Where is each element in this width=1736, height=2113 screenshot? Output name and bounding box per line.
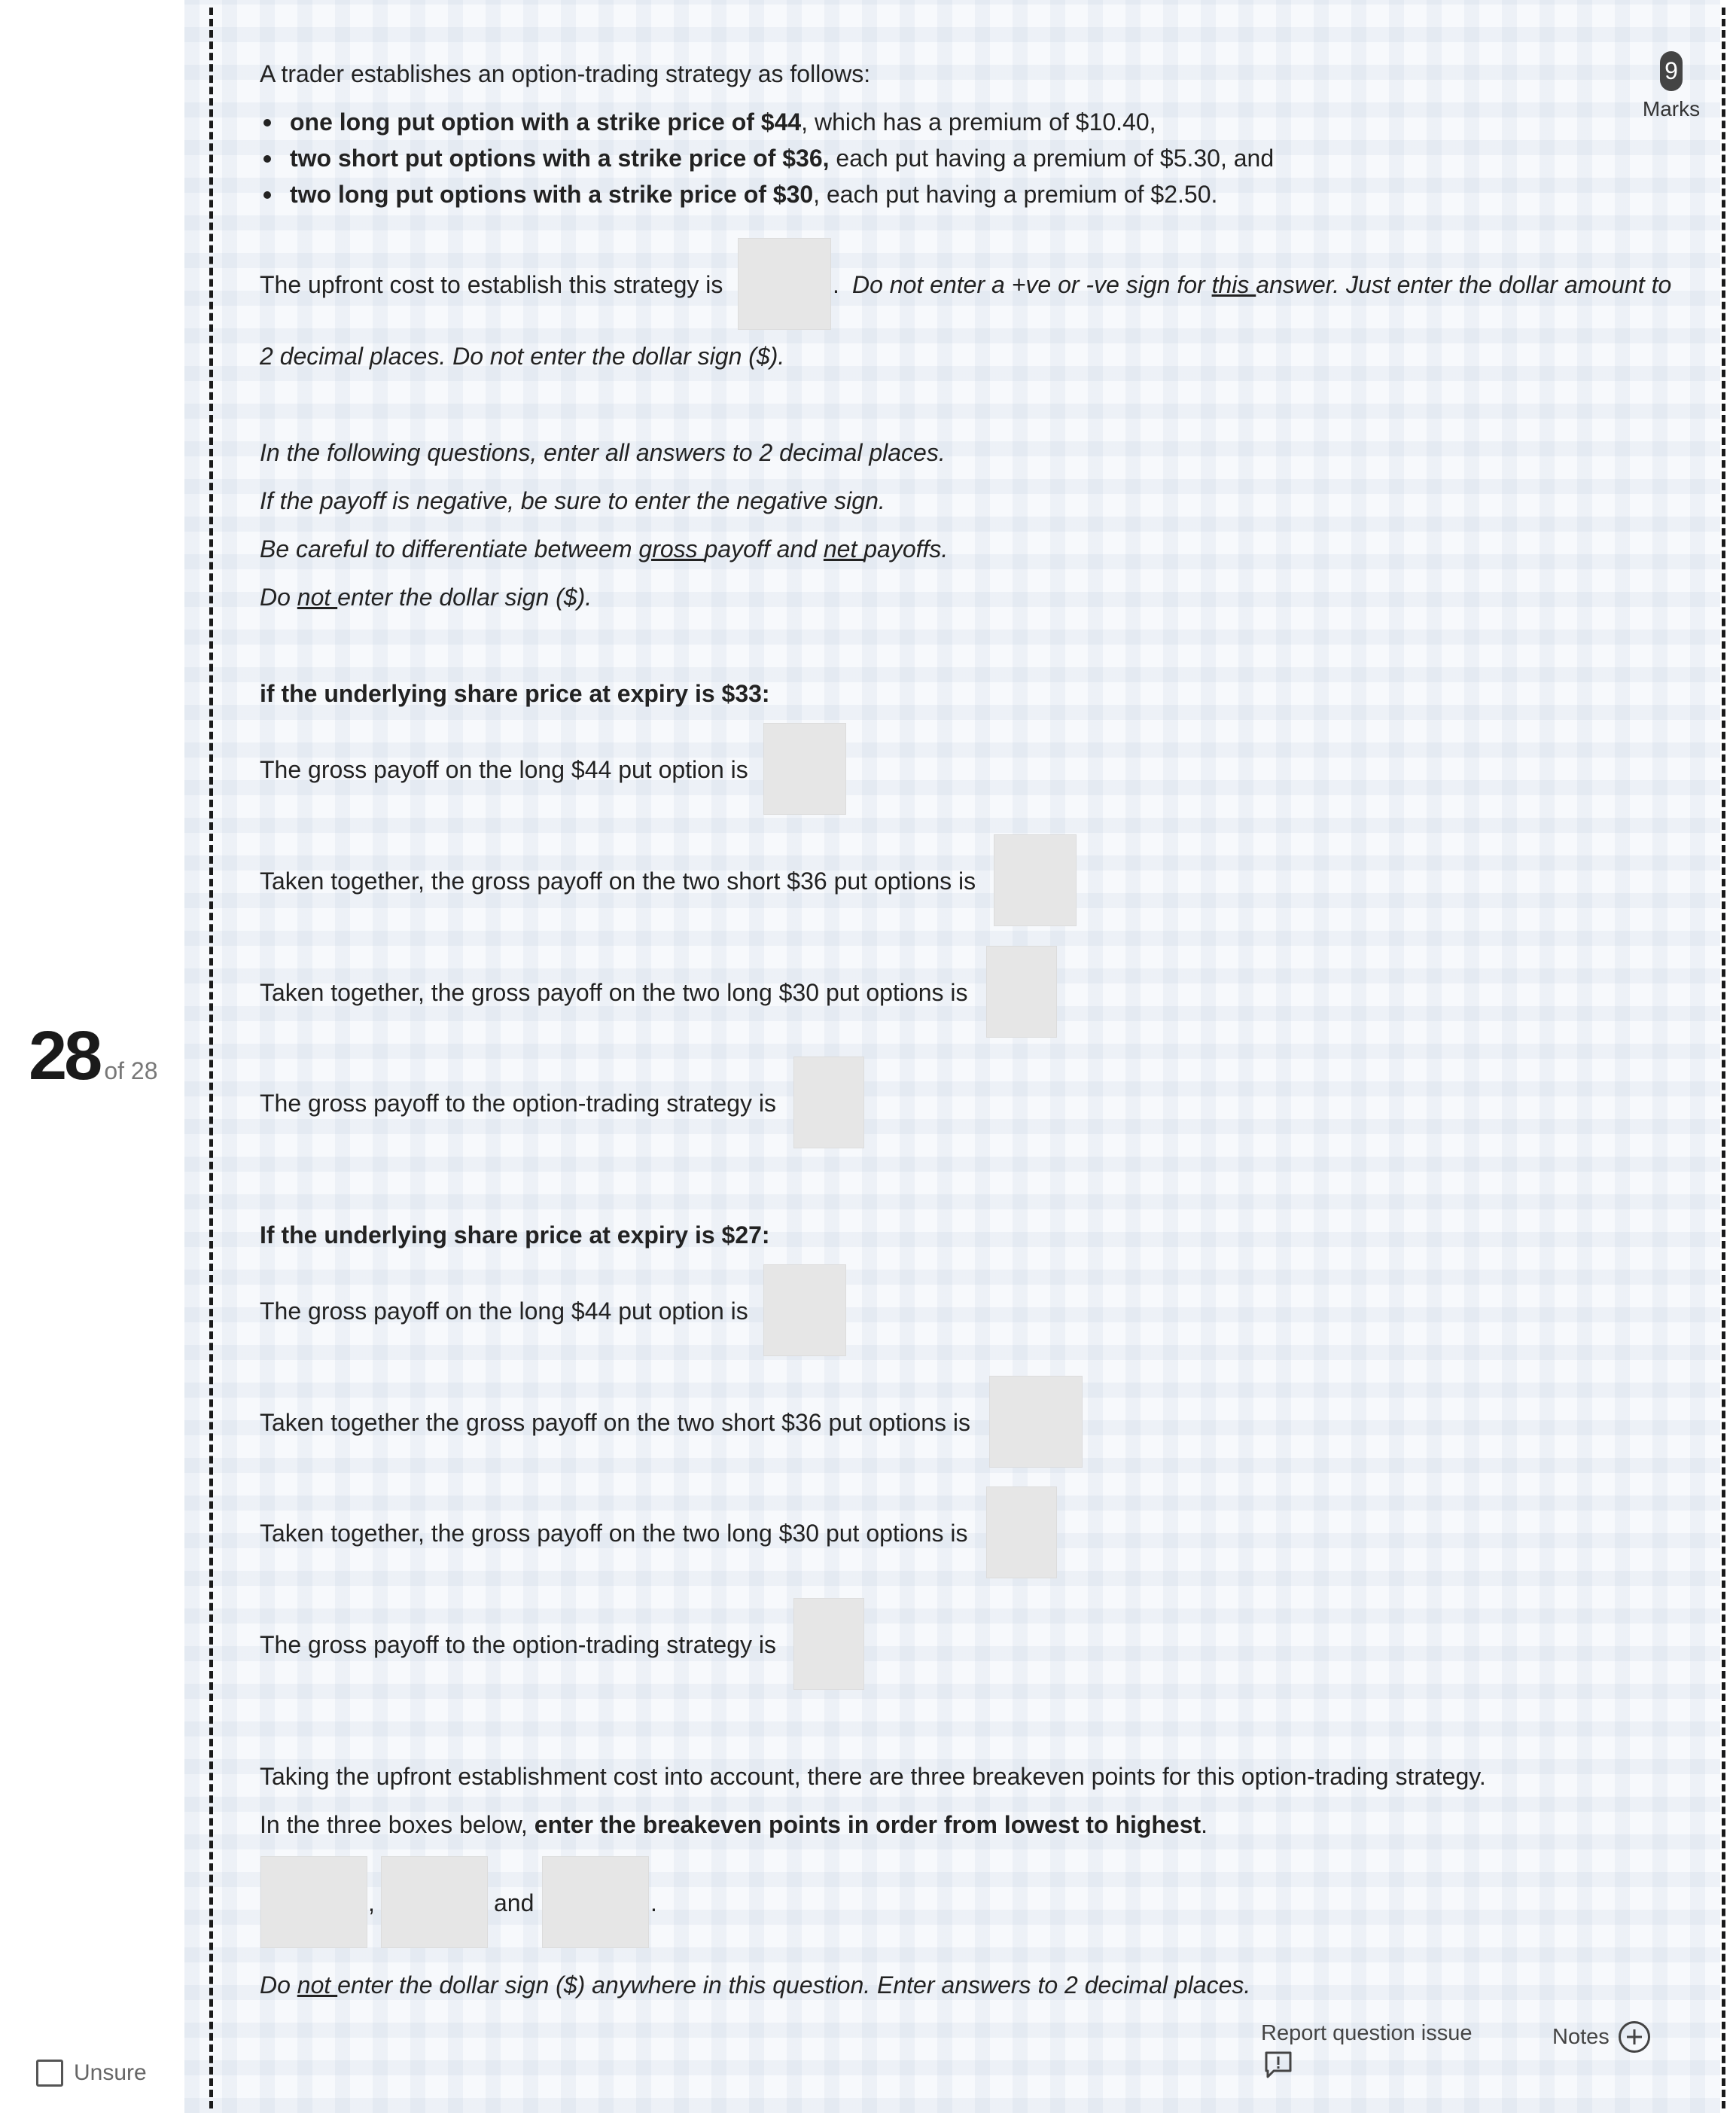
s27-long44-input[interactable] — [763, 1264, 846, 1356]
s33-q1-prompt: The gross payoff on the long $44 put option is — [260, 756, 748, 783]
instruction-line-3-a: Be careful to differentiate betweem — [260, 535, 639, 563]
bullet-1-bold: one long put option with a strike price of $44 — [290, 108, 802, 136]
instruction-line-1: In the following questions, enter all answers to 2 decimal places. — [260, 439, 946, 466]
question-number — [29, 1017, 158, 1096]
upfront-cost-input[interactable] — [738, 238, 831, 330]
s27-strategy-input[interactable] — [793, 1598, 864, 1690]
s27-short36-field[interactable] — [990, 1377, 1082, 1467]
s33-q3-prompt: Taken together, the gross payoff on the two long $30 put options is — [260, 979, 968, 1006]
bullet-dot — [263, 155, 271, 163]
report-issue-icon[interactable] — [1263, 2050, 1293, 2084]
upfront-note-1-underline: this — [1211, 271, 1256, 298]
breakeven-sep-comma: , — [368, 1889, 375, 1916]
instruction-net: net — [823, 535, 864, 563]
breakeven-line-2-a: In the three boxes below, — [260, 1811, 535, 1838]
bullet-dot — [263, 119, 271, 127]
instruction-line-4-b: enter the dollar sign ($). — [337, 584, 592, 611]
s33-q2-prompt: Taken together, the gross payoff on the two short $36 put options is — [260, 867, 976, 895]
unsure-toggle[interactable] — [36, 2060, 147, 2087]
bullet-1 — [290, 108, 1156, 136]
s33-long44-input[interactable] — [763, 723, 846, 815]
bullet-3-bold: two long put options with a strike price of $30 — [290, 181, 814, 208]
section-27-heading: If the underlying share price at expiry is $27: — [260, 1221, 770, 1249]
upfront-note-1-b: answer. Just enter the dollar amount to — [1256, 271, 1672, 298]
s27-q2-prompt: Taken together the gross payoff on the two short $36 put options is — [260, 1409, 971, 1436]
s33-q4-prompt: The gross payoff to the option-trading strategy is — [260, 1090, 777, 1117]
marks-label: Marks — [1642, 97, 1701, 120]
marks-badge: 9 — [1660, 51, 1683, 91]
s33-long30-input[interactable] — [986, 946, 1057, 1038]
s33-long44-field[interactable] — [764, 724, 845, 814]
instruction-gross: gross — [638, 535, 705, 563]
upfront-note-1-a: Do not enter a +ve or -ve sign for — [852, 271, 1212, 298]
breakeven-line-2-bold: enter the breakeven points in order from lowest to highest — [534, 1811, 1201, 1838]
instruction-line-3-c: payoffs. — [863, 535, 949, 563]
instruction-line-4-a: Do — [260, 584, 297, 611]
bullet-2-bold: two short put options with a strike price of $36, — [290, 145, 830, 172]
bullet-1-rest: , which has a premium of $10.40, — [801, 108, 1156, 136]
bullet-3 — [290, 181, 1217, 209]
question-total: of 28 — [104, 1057, 158, 1084]
section-33-heading: if the underlying share price at expiry is $33: — [260, 680, 770, 707]
unsure-label: Unsure — [74, 2060, 147, 2085]
left-dashed-border — [209, 8, 213, 2108]
marks-indicator — [1637, 51, 1705, 121]
breakeven-1-field[interactable] — [261, 1857, 367, 1947]
breakeven-end-period: . — [650, 1889, 657, 1916]
notes-label: Notes — [1552, 2024, 1610, 2049]
instruction-line-2: If the payoff is negative, be sure to enter the negative sign. — [260, 487, 885, 514]
breakeven-1-input[interactable] — [260, 1856, 367, 1948]
upfront-note-1 — [852, 271, 1671, 299]
instruction-line-3-b: payoff and — [704, 535, 824, 563]
bullet-2-rest: each put having a premium of $5.30, and — [829, 145, 1275, 172]
s27-q3-prompt: Taken together, the gross payoff on the two long $30 put options is — [260, 1520, 968, 1547]
s27-long30-input[interactable] — [986, 1486, 1057, 1578]
bullet-dot — [263, 191, 271, 199]
upfront-note-2: 2 decimal places. Do not enter the dollar sign ($). — [260, 343, 785, 370]
s33-strategy-field[interactable] — [794, 1057, 863, 1148]
s33-strategy-input[interactable] — [793, 1056, 864, 1148]
breakeven-2-field[interactable] — [382, 1857, 487, 1947]
instruction-not: not — [297, 584, 338, 611]
breakeven-line-1: Taking the upfront establishment cost into account, there are three breakeven points for this option-trading strategy. — [260, 1763, 1486, 1790]
breakeven-2-input[interactable] — [381, 1856, 488, 1948]
bullet-3-rest: , each put having a premium of $2.50. — [813, 181, 1218, 208]
breakeven-3-input[interactable] — [542, 1856, 649, 1948]
s27-strategy-field[interactable] — [794, 1599, 863, 1689]
s33-short36-field[interactable] — [994, 835, 1076, 925]
upfront-period: . — [833, 271, 839, 298]
unsure-checkbox[interactable] — [36, 2060, 63, 2087]
s27-short36-input[interactable] — [989, 1376, 1083, 1468]
bullet-2 — [290, 145, 1274, 172]
intro-text: A trader establishes an option-trading strategy as follows: — [260, 60, 871, 87]
s33-long30-field[interactable] — [987, 947, 1056, 1037]
instruction-line-3 — [260, 535, 948, 563]
breakeven-line-2-c: . — [1201, 1811, 1208, 1838]
question-panel-background — [184, 0, 1720, 2113]
left-column — [0, 0, 184, 2113]
footer-note — [260, 1971, 1250, 1999]
upfront-cost-prompt: The upfront cost to establish this strategy is — [260, 271, 723, 298]
notes-button[interactable] — [1552, 2021, 1650, 2053]
breakeven-sep-and: and — [494, 1889, 535, 1916]
right-dashed-border — [1722, 8, 1725, 2108]
breakeven-3-field[interactable] — [543, 1857, 648, 1947]
instruction-line-4 — [260, 584, 592, 611]
footer-note-underline: not — [297, 1971, 338, 1999]
s27-long30-field[interactable] — [987, 1487, 1056, 1578]
upfront-cost-field[interactable] — [739, 239, 830, 329]
question-number-value: 28 — [29, 1017, 100, 1094]
s27-q1-prompt: The gross payoff on the long $44 put option is — [260, 1297, 748, 1325]
s27-long44-field[interactable] — [764, 1265, 845, 1355]
breakeven-line-2 — [260, 1811, 1208, 1839]
footer-note-a: Do — [260, 1971, 297, 1999]
s27-q4-prompt: The gross payoff to the option-trading strategy is — [260, 1631, 777, 1658]
footer-note-b: enter the dollar sign ($) anywhere in this question. Enter answers to 2 decimal places. — [337, 1971, 1251, 1999]
report-question-issue-link[interactable]: Report question issue — [1261, 2021, 1473, 2045]
s33-short36-input[interactable] — [994, 834, 1077, 926]
plus-circle-icon[interactable] — [1619, 2021, 1650, 2053]
